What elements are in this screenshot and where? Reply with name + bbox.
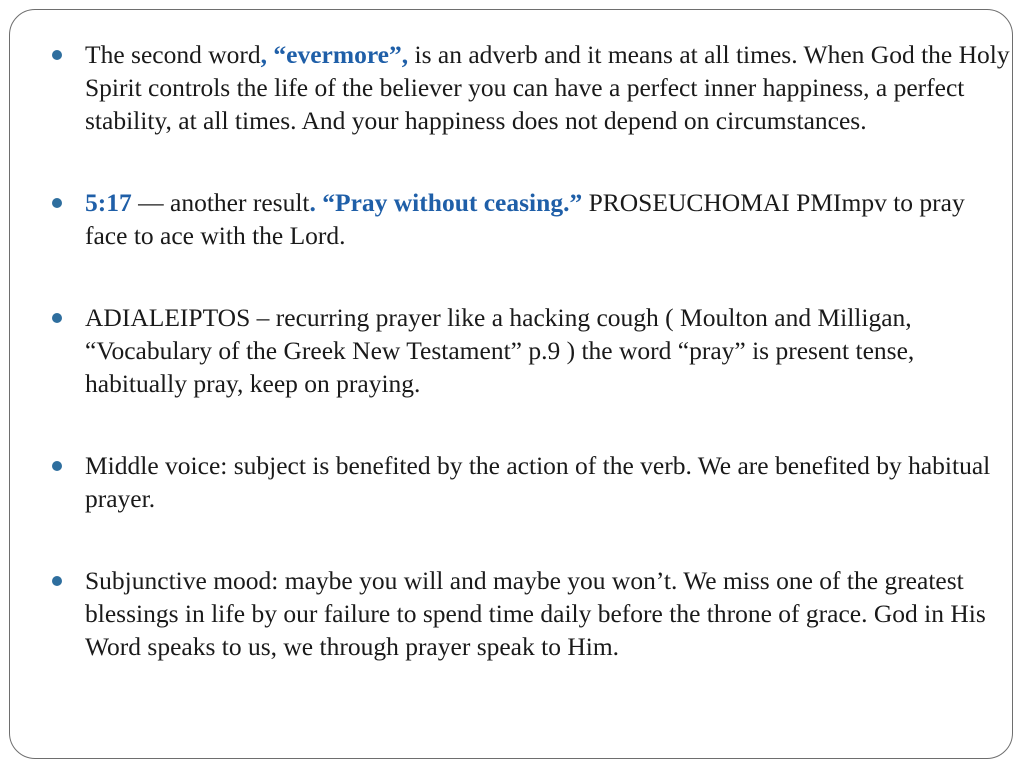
bullet-text: 5:17 — another result. “Pray without ceasing.” PROSEUCHOMAI PMImpv to pray face to ace with the Lord. bbox=[85, 188, 965, 250]
bullet-item-adialeiptos bbox=[50, 301, 1010, 400]
bullet-text: ADIALEIPTOS – recurring prayer like a hacking cough ( Moulton and Milligan, “Vocabulary of the Greek New Testament” p.9 ) the word “pray” is present tense, habitually pray, keep on praying. bbox=[85, 303, 915, 398]
bullet-text: Middle voice: subject is benefited by the action of the verb. We are benefited by habitual prayer. bbox=[85, 451, 991, 513]
slide bbox=[9, 9, 1013, 759]
bullet-item-subjunctive-mood bbox=[50, 564, 1010, 663]
bullet-dot-icon bbox=[52, 313, 62, 323]
bullet-list bbox=[50, 38, 1010, 663]
bullet-dot-icon bbox=[52, 461, 62, 471]
bullet-text: Subjunctive mood: maybe you will and maybe you won’t. We miss one of the greatest blessings in life by our failure to spend time daily before the throne of grace. God in His Word speaks to us, we through prayer speak to Him. bbox=[85, 566, 986, 661]
bullet-item-evermore bbox=[50, 38, 1010, 137]
bullet-dot-icon bbox=[52, 198, 62, 208]
bullet-item-middle-voice bbox=[50, 449, 1010, 515]
bullet-item-pray-without-ceasing bbox=[50, 186, 1010, 252]
bullet-text: The second word, “evermore”, is an adverb and it means at all times. When God the Holy Spirit controls the life of the believer you can have a perfect inner happiness, a perfect stability, at all times. And your happiness does not depend on circumstances. bbox=[85, 40, 1010, 135]
bullet-dot-icon bbox=[52, 50, 62, 60]
bullet-dot-icon bbox=[52, 576, 62, 586]
